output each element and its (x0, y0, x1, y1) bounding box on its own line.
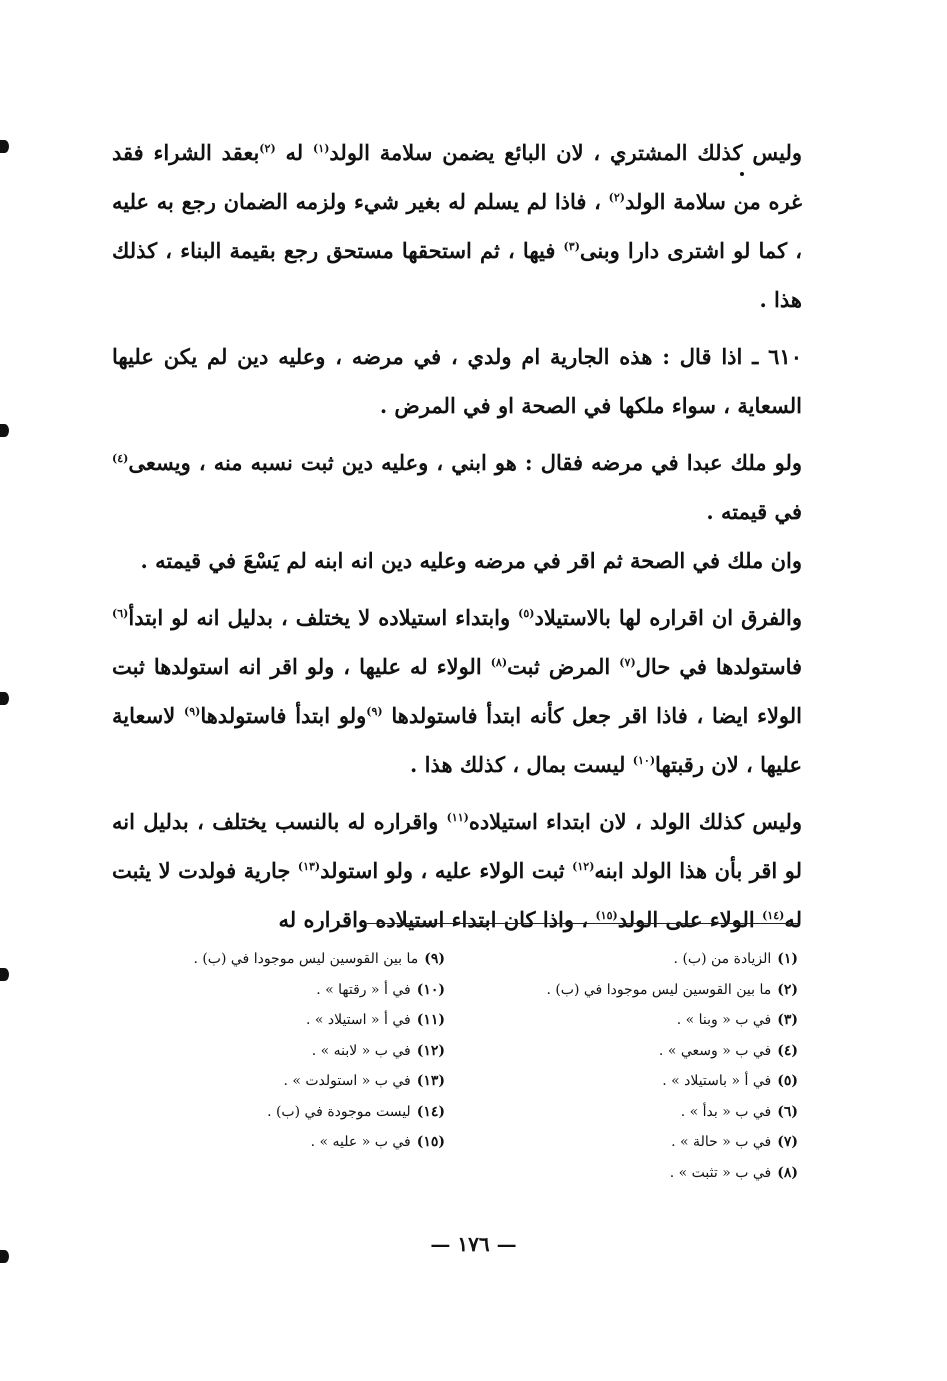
scan-edge-mark (0, 140, 9, 153)
paragraph-5: والفرق ان اقراره لها بالاستيلاد$^{(٥)}$ وابتداء استيلاده لا يختلف ، بدليل انه لو ابتدأ$^{(٦)}$ فاستولدها في حال$^{(٧)}$ المرض ثبت$^{(٨)}$ الولاء له عليها ، ولو اقر انه استولدها ثبت الولاء ايضا ، فاذا اقر جعل كأنه ابتدأ فاستولدها $^{(٩)}$ولو ابتدأ فاستولدها$^{(٩)}$ لاسعاية عليها ، لان رقبتها$^{(١٠)}$ ليست بمال ، كذلك هذا . (112, 605, 803, 777)
footnote: (١٢)في ب « لابنه » . (311, 1042, 445, 1059)
footnote: (١)الزيادة من (ب) . (673, 951, 798, 967)
footnote: (١١)في أ « استيلاد » . (305, 1012, 445, 1028)
footnote: (١٤)ليست موجودة في (ب) . (267, 1103, 445, 1120)
scan-edge-mark (0, 424, 9, 437)
scan-edge-mark (0, 692, 9, 705)
footnote: (٩)ما بين القوسين ليس موجودا في (ب) . (193, 951, 445, 967)
scan-edge-mark (0, 1250, 9, 1263)
paragraph-6: وليس كذلك الولد ، لان ابتداء استيلاده$^{(١١)}$ واقراره له بالنسب يختلف ، بدليل انه لو اقر بأن هذا الولد ابنه$^{(١٢)}$ ثبت الولاء عليه ، ولو استولد$^{(١٣)}$ جارية فولدت لا يثبت له$^{(١٤)}$ الولاء على الولد$^{(١٥)}$ ، واذا كان ابتداء استيلاده واقراره له (112, 809, 803, 932)
footnote: (٤)في ب « وسعي » . (658, 1042, 798, 1059)
footnote: (٢)ما بين القوسين ليس موجودا في (ب) . (546, 981, 798, 998)
footnote: (١٠)في أ « رقتها » . (316, 981, 445, 998)
footnote: (٨)في ب « تثبت » . (669, 1164, 798, 1181)
footnote: (٣)في ب « وبنا » . (676, 1012, 798, 1028)
scan-edge-mark (0, 968, 9, 981)
footnote: (١٥)في ب « عليه » . (310, 1134, 445, 1150)
footnote-divider (367, 923, 799, 924)
paragraph-4: وان ملك في الصحة ثم اقر في مرضه وعليه دين انه ابنه لم يَسْعَ في قيمته . (140, 548, 802, 573)
footnote: (٦)في ب « بدأ » . (680, 1103, 798, 1120)
paragraph-2: ٦١٠ ـ اذا قال : هذه الجارية ام ولدي ، في مرضه ، وعليه دين لم يكن عليها السعاية ، سواء ملكها في الصحة او في المرض . (112, 344, 802, 418)
main-text (112, 128, 802, 944)
paragraph-1: وليس كذلك المشتري ، لان البائع يضمن سلامة الولد$^{(١)}$ له $^{(٢)}$بعقد الشراء فقد غره من سلامة الولد$^{(٢)}$ ، فاذا لم يسلم له بغير شيء ولزمه الضمان رجع به عليه ، كما لو اشترى دارا وبنى$^{(٣)}$ فيها ، ثم استحقها مستحق رجع بقيمة البناء ، كذلك هذا . (112, 140, 803, 312)
paragraph-3: ولو ملك عبدا في مرضه فقال : هو ابني ، وعليه دين ثبت نسبه منه ، ويسعى$^{(٤)}$ في قيمته . (112, 450, 803, 524)
page-number: — ١٧٦ — (430, 1232, 517, 1256)
footnotes-left-column (110, 944, 445, 1158)
footnotes-right-column (480, 944, 798, 1188)
footnote: (١٣)في ب « استولدت » . (283, 1073, 445, 1089)
footnote: (٧)في ب « حالة » . (671, 1134, 798, 1150)
footnote: (٥)في أ « باستيلاد » . (662, 1073, 798, 1089)
